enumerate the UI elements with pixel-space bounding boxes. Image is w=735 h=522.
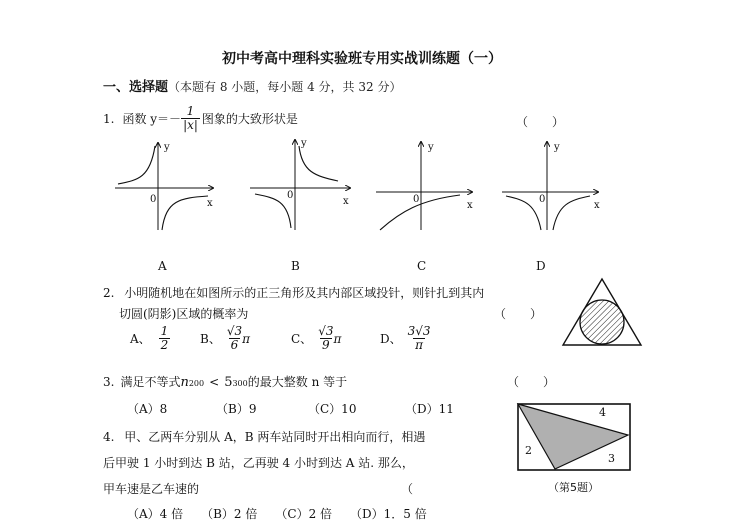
graph-b-origin: 0 [287, 190, 294, 201]
graph-b [250, 138, 350, 230]
q4-line2: 后甲驶 1 小时到达 B 站，乙再驶 4 小时到达 A 站. 那么， [103, 456, 414, 470]
q4-number: 4. [103, 430, 115, 444]
q2-option-a-label: A、 [130, 332, 151, 347]
graph-c [376, 142, 473, 230]
q2-option-c-label: C、 [291, 332, 313, 347]
question-3 [103, 373, 347, 390]
q2-option-b-num: √3 [226, 324, 243, 338]
q2-option-c-num: √3 [318, 324, 334, 338]
q3-text-suffix: 的最大整数 n 等于 [247, 375, 348, 389]
section-header [103, 76, 401, 95]
q2-option-c-den: 9 [322, 338, 330, 353]
question-4 [103, 428, 425, 445]
graph-d-origin: 0 [539, 194, 546, 205]
q2-option-d-num: 3√3 [407, 324, 431, 338]
q1-graphs [110, 138, 610, 238]
q1-frac-num: 1 [186, 104, 195, 118]
graph-d-y-label: y [554, 142, 560, 153]
graph-label-b: B [291, 259, 300, 273]
graph-b-x-label: x [343, 196, 349, 207]
q2-option-b-frac [227, 325, 242, 352]
question-1 [103, 105, 298, 132]
q2-option-b-tail: π [242, 331, 250, 346]
graph-c-y-label: y [428, 142, 434, 153]
q3-exp2: 300 [232, 379, 248, 388]
graph-b-y-label: y [301, 138, 307, 149]
fig5-label-2: 2 [525, 444, 532, 457]
q3-option-a: （A）8 [127, 402, 168, 416]
q2-option-d-label: D、 [380, 332, 402, 347]
graph-label-a: A [158, 259, 167, 273]
q2-option-a-frac [159, 325, 171, 352]
q4-line3: 甲车速是乙车速的 [103, 482, 200, 496]
fig5-caption: （第5题） [548, 481, 599, 494]
q3-op: < [209, 375, 220, 389]
section-note: （本题有 8 小题，每小题 4 分，共 32 分） [168, 80, 402, 94]
q2-inscribed-circle [580, 300, 624, 344]
graph-c-origin: 0 [413, 194, 420, 205]
q3-text-prefix: 满足不等式 [120, 375, 181, 389]
question-2 [103, 284, 484, 301]
fig5-label-4: 4 [599, 406, 606, 419]
q2-option-d [380, 325, 431, 352]
q2-option-b [200, 325, 250, 352]
q4-options-partial: （A）4 倍 （B）2 倍 （C）2 倍 （D）1．5 倍 [127, 507, 427, 521]
graph-b-curve-left [255, 194, 291, 228]
q2-option-b-label: B、 [200, 332, 221, 347]
q1-fraction [181, 105, 200, 132]
q2-option-c-frac [318, 325, 333, 352]
graph-a-curve-left [118, 146, 155, 184]
q1-number: 1. [103, 111, 115, 126]
q2-option-b-den: 6 [230, 338, 239, 353]
graph-d-x-label: x [594, 200, 600, 211]
q2-option-a-num: 1 [160, 324, 169, 338]
graph-d-curve-left [506, 196, 541, 230]
graph-b-curve-right [299, 146, 338, 181]
graph-d-curve-right [553, 196, 590, 230]
q2-option-d-frac [408, 325, 431, 352]
q3-base2: 5 [224, 375, 233, 390]
section-label: 一、选择题 [103, 80, 169, 95]
q2-option-d-den: π [415, 338, 424, 353]
q1-answer-paren: （ ） [516, 115, 565, 129]
graph-a-y-label: y [164, 142, 170, 153]
graph-a-curve-right [162, 196, 208, 230]
q1-suffix: 图象的大致形状是 [201, 112, 298, 127]
q3-exp1: 200 [188, 379, 205, 388]
fig5-label-3: 3 [608, 452, 615, 465]
graph-a-x-label: x [207, 198, 213, 209]
q3-number: 3. [103, 375, 115, 389]
q3-option-d: （D）11 [405, 402, 454, 416]
q2-text-line2: 切圆(阴影)区域的概率为 [119, 307, 249, 321]
q2-option-a [130, 325, 170, 352]
page-title: 初中考高中理科实验班专用实战训练题（一） [222, 51, 502, 67]
q2-text-line1: 小明随机地在如图所示的正三角形及其内部区域投针，则针扎到其内 [124, 286, 485, 300]
graph-d [502, 142, 600, 230]
q4-line1: 甲、乙两车分别从 A，B 两车站同时开出相向而行，相遇 [124, 430, 426, 444]
q2-figure [560, 276, 644, 350]
q2-option-c [291, 325, 341, 352]
fig5-figure [515, 400, 633, 476]
graph-label-c: C [417, 259, 427, 273]
q3-base1: n [180, 375, 189, 390]
q3-option-b: （B）9 [216, 402, 257, 416]
q1-frac-den: |x| [183, 118, 198, 133]
q2-answer-paren: （ ） [494, 307, 543, 321]
graph-c-curve [380, 195, 460, 230]
graph-a [115, 142, 213, 230]
graph-label-d: D [536, 259, 546, 273]
q3-option-c: （C）10 [308, 402, 357, 416]
q2-option-a-den: 2 [160, 338, 169, 353]
q2-option-c-tail: π [333, 331, 342, 346]
q4-answer-paren: （ [401, 482, 414, 496]
graph-a-origin: 0 [150, 194, 157, 205]
graph-c-x-label: x [467, 200, 473, 211]
q3-answer-paren: （ ） [507, 375, 556, 389]
q1-prefix: 函数 y＝－ [122, 112, 182, 127]
q2-number: 2. [103, 286, 115, 300]
